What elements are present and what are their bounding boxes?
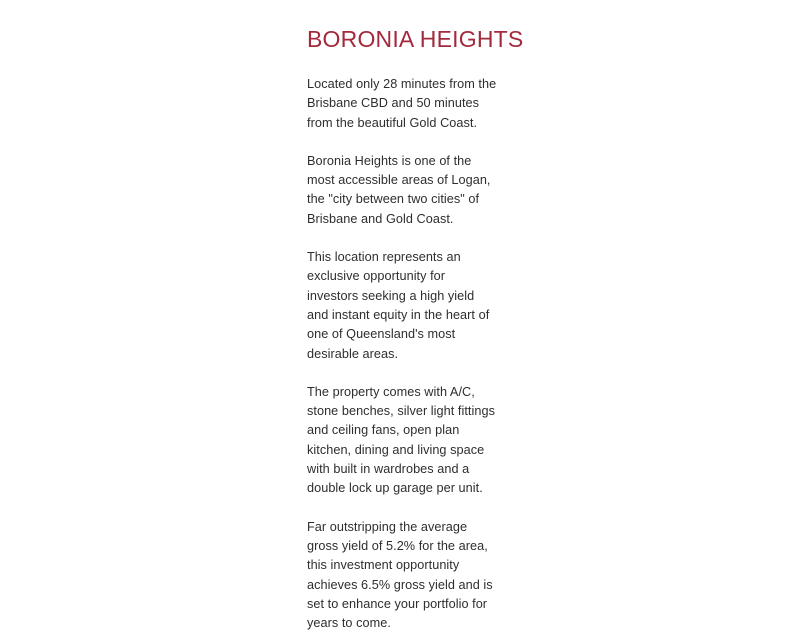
description-paragraph: This location represents an exclusive opportunity for investors seeking a high yield and instant equity in the heart of one of Queensland's most desirable areas. bbox=[307, 250, 490, 361]
listing-description bbox=[307, 53, 499, 633]
description-paragraph: Far outstripping the average gross yield of 5.2% for the area, this investment opportunity achieves 6.5% gross yield and is set to enhance your portfolio for years to come. bbox=[307, 519, 493, 631]
description-paragraph: Located only 28 minutes from the Brisbane CBD and 50 minutes from the beautiful Gold Coast. bbox=[307, 77, 497, 130]
description-paragraph: Boronia Heights is one of the most accessible areas of Logan, the "city between two cities" of Brisbane and Gold Coast. bbox=[307, 153, 491, 226]
description-paragraph: The property comes with A/C, stone benches, silver light fittings and ceiling fans, open plan kitchen, dining and living space with built in wardrobes and a double lock up garage per unit. bbox=[307, 384, 495, 496]
listing-content-column bbox=[307, 0, 524, 633]
page-title: BORONIA HEIGHTS bbox=[307, 26, 524, 52]
